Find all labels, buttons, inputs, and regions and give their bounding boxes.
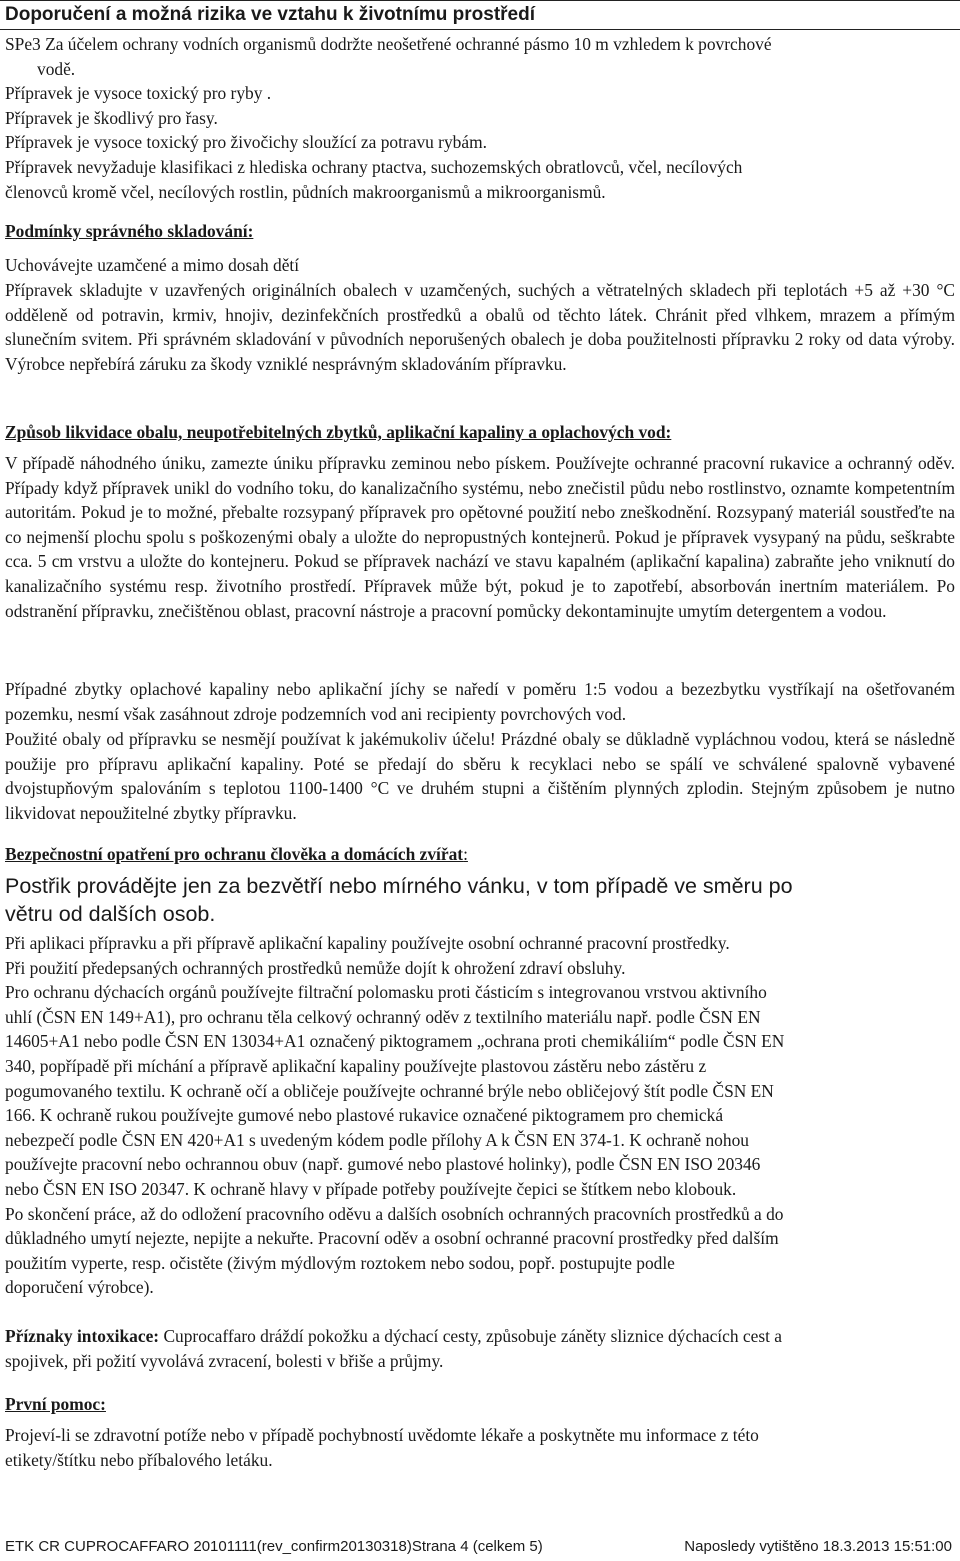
env-line: vodě. — [37, 58, 76, 79]
safety-text — [5, 931, 955, 1300]
section-title-environment: Doporučení a možná rizika ve vztahu k životnímu prostředí — [0, 0, 960, 30]
safety-line: důkladného umytí nejezte, nepijte a nekuřte. Pracovní oděv a osobní ochranné pracovní prostředky před dalším — [5, 1228, 779, 1249]
safety-heading-wrap — [5, 842, 468, 866]
spray-instruction — [5, 872, 955, 928]
safety-line: 14605+A1 nebo podle ČSN EN 13034+A1 označený piktogramem „ochrana proti chemikáliím“ podle ČSN EN — [5, 1031, 785, 1052]
spray-line: větru od dalších osob. — [5, 902, 216, 926]
first-aid-text — [5, 1423, 955, 1472]
safety-line: 340, popřípadě při míchání a přípravě aplikační kapaliny používejte plastovou zástěru nebo zástěru z — [5, 1055, 707, 1076]
safety-line: Při použití předepsaných ochranných prostředků nemůže dojít k ohrožení zdraví obsluhy. — [5, 957, 626, 978]
footer-document-id: ETK CR CUPROCAFFARO 20101111(rev_confirm20130318)Strana 4 (celkem 5) — [5, 1538, 543, 1555]
footer-print-date: Naposledy vytištěno 18.3.2013 15:51:00 — [684, 1538, 952, 1555]
intoxication-line: Cuprocaffaro dráždí pokožku a dýchací cesty, způsobuje záněty sliznice dýchacích cest a — [159, 1326, 782, 1346]
safety-heading-colon: : — [463, 844, 468, 864]
env-line: SPe3 Za účelem ochrany vodních organismů dodržte neošetřené ochranné pásmo 10 m vzhledem k povrchové — [5, 34, 772, 54]
safety-line: používejte pracovní nebo ochrannou obuv (např. gumové nebo plastové holinky), podle ČSN EN ISO 20346 — [5, 1154, 761, 1175]
disposal-paragraph-1: V případě náhodného úniku, zamezte úniku přípravku zeminou nebo pískem. Používejte ochranné pracovní rukavice a ochranný oděv. Případy když přípravek unikl do vodního toku, do kanalizačního systému, nebo znečistil půdu nebo rostlinstvo, oznamte kompetentním autoritám. Pokud je to možné, přebalte rozsypaný přípravek pro opětovné použití nebo zneškodnění. Rozsypaný materiál soustřeďte na co nejmenší plochu spolu s poškozenými obaly a uložte do nepropustných kontejnerů. Pokud je přípravek vysypaný na půdu, seškrabte cca. 5 cm vrstvu a uložte do kontejneru. Pokud se přípravek nachází ve stavu kapalném (aplikační kapalina) zabraňte jeho vniknutí do kanalizačního systému resp. životního prostředí. Přípravek může být, pokud je to zapotřebí, absorbován inertním materiálem. Po odstranění přípravku, znečištěnou oblast, pracovní nástroje a pracovní pomůcky dekontaminujte umytím detergentem a vodou. — [5, 453, 955, 621]
disposal-paragraph-2: Případné zbytky oplachové kapaliny nebo aplikační jíchy se naředí v poměru 1:5 vodou a bezezbytku vystříkají na ošetřovaném pozemku, nesmí však zasáhnout zdroje podzemních vod ani recipienty povrchových vod. — [5, 679, 955, 724]
safety-line: doporučení výrobce). — [5, 1277, 154, 1298]
spray-line: Postřik provádějte jen za bezvětří nebo mírného vánku, v tom případě ve směru po — [5, 874, 793, 898]
safety-line: nebo ČSN EN ISO 20347. K ochraně hlavy v případe potřeby používejte čepici se štítkem nebo klobouk. — [5, 1178, 737, 1199]
intoxication-section — [5, 1324, 955, 1373]
storage-line1: Uchovávejte uzamčené a mimo dosah dětí — [5, 255, 300, 275]
first-aid-line: Projeví-li se zdravotní potíže nebo v případě pochybností uvědomte lékaře a poskytněte mu informace z této — [5, 1425, 759, 1445]
env-line: Přípravek nevyžaduje klasifikaci z hlediska ochrany ptactva, suchozemských obratlovců, včel, necílových — [5, 156, 743, 177]
intoxication-label: Příznaky intoxikace: — [5, 1326, 160, 1346]
first-aid-heading: První pomoc: — [5, 1394, 106, 1414]
env-line: Přípravek je vysoce toxický pro živočichy sloužící za potravu rybám. — [5, 132, 487, 153]
env-line: Přípravek je škodlivý pro řasy. — [5, 107, 218, 128]
safety-line: 166. K ochraně rukou používejte gumové nebo plastové rukavice označené piktogramem pro chemická — [5, 1105, 724, 1126]
safety-line: Po skončení práce, až do odložení pracovního oděvu a dalších osobních ochranných pracovních prostředků a do — [5, 1203, 784, 1224]
safety-heading: Bezpečnostní opatření pro ochranu člověka a domácích zvířat — [5, 844, 464, 864]
storage-heading: Podmínky správného skladování: — [5, 221, 254, 241]
env-line: členovců kromě včel, necílových rostlin, půdních makroorganismů a mikroorganismů. — [5, 181, 606, 202]
disposal-paragraph-3: Použité obaly od přípravku se nesmějí používat k jakémukoliv účelu! Prázdné obaly se důkladně vypláchnou vodou, která se následně použije pro přípravu aplikační kapaliny. Poté se předají do sběru k recyklaci nebo se spálí ve schválené spalovně vybavené dvojstupňovým spalováním s teplotou 1100-1400 °C ve druhém stupni a čištěním plynných zplodin. Stejným způsobem je nutno likvidovat nepoužitelné zbytky přípravku. — [5, 729, 955, 823]
safety-line: použitím vyperte, resp. očistěte (živým mýdlovým roztokem nebo sodou, popř. postupujte podle — [5, 1252, 675, 1273]
environment-section — [5, 32, 955, 204]
storage-text: Přípravek skladujte v uzavřených originálních obalech v uzamčených, suchých a větratelných skladech při teplotách +5 až +30 °C odděleně od potravin, krmiv, hnojiv, dezinfekčních prostředků a obalů od těchto látek. Chránit před vlhkem, mrazem a přímým slunečním svitem. Při správném skladování v původních neporušených obalech je doba použitelnosti přípravku 2 roky od data výroby. Výrobce nepřebírá záruku za škody vzniklé nesprávným skladováním přípravku. — [5, 280, 955, 374]
safety-line: Pro ochranu dýchacích orgánů používejte filtrační polomasku proti částicím s integrovanou vrstvou aktivního — [5, 982, 767, 1003]
safety-line: pogumovaného textilu. K ochraně očí a obličeje používejte ochranné brýle nebo obličejový štít podle ČSN EN — [5, 1080, 774, 1101]
safety-line: uhlí (ČSN EN 149+A1), pro ochranu těla celkový ochranný oděv z textilního materiálu např. podle ČSN EN — [5, 1006, 761, 1027]
intoxication-line: spojivek, při požití vyvolává zvracení, bolesti v břiše a průjmy. — [5, 1350, 444, 1371]
disposal-heading: Způsob likvidace obalu, neupotřebitelných zbytků, aplikační kapaliny a oplachových vod: — [5, 422, 672, 442]
first-aid-line: etikety/štítku nebo příbalového letáku. — [5, 1449, 273, 1470]
safety-line: Při aplikaci přípravku a při přípravě aplikační kapaliny používejte osobní ochranné pracovní prostředky. — [5, 933, 730, 953]
env-line: Přípravek je vysoce toxický pro ryby . — [5, 83, 272, 104]
safety-line: nebezpečí podle ČSN EN 420+A1 s uvedeným kódem podle přílohy A k ČSN EN 374-1. K ochraně nohou — [5, 1129, 749, 1150]
